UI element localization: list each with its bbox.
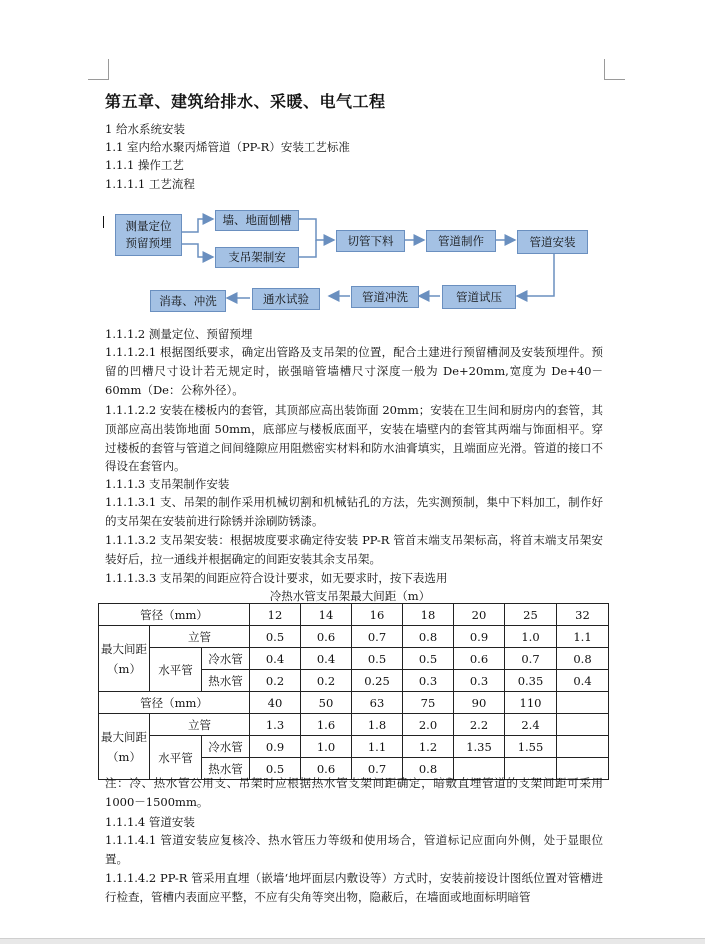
table-cell: 0.3 <box>454 670 505 692</box>
table-cell: 2.4 <box>505 714 557 736</box>
paragraph-1-1-1-3-3: 1.1.1.3.3 支吊架的间距应符合设计要求，如无要求时，按下表选用 <box>105 571 448 585</box>
table-cell: 0.4 <box>250 648 301 670</box>
table-cell: 0.4 <box>301 648 352 670</box>
table-note: 注：冷、热水管公用支、吊架时应根据热水管支架间距确定，暗敷直埋管道的支架间距可采用 1000－1500mm。 <box>105 776 603 809</box>
horizontal-pipe-label: 水平管 <box>150 648 202 692</box>
hot-pipe-label: 热水管 <box>202 758 250 780</box>
heading-1-1-1: 1.1.1 操作工艺 <box>105 158 184 172</box>
flow-step-water-test: 通水试验 <box>252 288 320 310</box>
table-cell: 0.2 <box>250 670 301 692</box>
table-row <box>99 626 609 648</box>
paragraph-1-1-1-4-2: 1.1.1.4.2 PP-R 管采用直埋（嵌墙‘地坪面层内敷设等）方式时，安装前接设计图纸位置对管槽进行检查，管槽内表面应平整，不应有尖角等突出物，隐蔽后，在墙面或地面标明暗管 <box>105 871 603 904</box>
vertical-pipe-label: 立管 <box>150 626 250 648</box>
paragraph-1-1-1-2-1: 1.1.1.2.1 根据图纸要求，确定出管路及支吊架的位置，配合土建进行预留槽洞及安装预埋件。预留的凹槽尺寸设计若无规定时，嵌强暗管墙槽尺寸深度一般为 De+20mm,宽度为 De+40－60mm（De：公称外径）。 <box>105 345 603 397</box>
table-cell: 0.25 <box>352 670 403 692</box>
table-cell: 16 <box>352 604 403 626</box>
table-cell: 32 <box>557 604 609 626</box>
table-cell: 1.0 <box>505 626 557 648</box>
table-cell: 0.35 <box>505 670 557 692</box>
page-corner-mark-top-right <box>604 59 625 80</box>
table-cell: 0.7 <box>505 648 557 670</box>
table-cell: 25 <box>505 604 557 626</box>
vertical-pipe-label: 立管 <box>150 714 250 736</box>
table-cell: 0.5 <box>352 648 403 670</box>
dia-header: 管径（mm） <box>99 692 250 714</box>
table-row <box>99 604 609 626</box>
flow-step-disinfect: 消毒、冲洗 <box>150 290 226 312</box>
table-cell: 1.1 <box>352 736 403 758</box>
table-caption: 冷热水管支吊架最大间距（m） <box>269 589 431 603</box>
page-corner-mark-top-left <box>88 59 109 80</box>
table-cell: 0.9 <box>454 626 505 648</box>
table-cell: 2.2 <box>454 714 505 736</box>
table-cell: 0.3 <box>403 670 454 692</box>
table-cell: 40 <box>250 692 301 714</box>
table-cell <box>557 736 609 758</box>
table-cell: 75 <box>403 692 454 714</box>
table-cell: 1.8 <box>352 714 403 736</box>
table-cell: 90 <box>454 692 505 714</box>
table-cell <box>557 714 609 736</box>
section-1-1-1-4: 1.1.1.4 管道安装 <box>105 815 195 829</box>
heading-1-1-1-1: 1.1.1.1 工艺流程 <box>105 177 195 191</box>
table-row <box>99 714 609 736</box>
paragraph-1-1-1-4-1: 1.1.1.4.1 管道安装应复核冷、热水管压力等级和使用场合，管道标记应面向外侧，处于显眼位置。 <box>105 833 603 866</box>
table-cell: 1.2 <box>403 736 454 758</box>
table-cell: 1.6 <box>301 714 352 736</box>
table-cell: 0.6 <box>301 758 352 780</box>
horizontal-pipe-label: 水平管 <box>150 736 202 780</box>
table-cell: 0.5 <box>250 758 301 780</box>
bracket-spacing-table <box>98 603 609 780</box>
flow-step-pressure-test: 管道试压 <box>442 285 516 309</box>
table-row <box>99 648 609 670</box>
cold-pipe-label: 冷水管 <box>202 648 250 670</box>
flow-step-cut: 切管下料 <box>336 230 405 252</box>
table-cell: 2.0 <box>403 714 454 736</box>
table-cell: 0.8 <box>557 648 609 670</box>
table-cell: 0.8 <box>403 626 454 648</box>
table-cell: 0.9 <box>250 736 301 758</box>
flow-step-install: 管道安装 <box>517 230 588 254</box>
table-cell: 18 <box>403 604 454 626</box>
chapter-title: 第五章、建筑给排水、采暖、电气工程 <box>105 92 386 111</box>
max-spacing-header: 最大间距（m） <box>99 714 150 780</box>
hot-pipe-label: 热水管 <box>202 670 250 692</box>
table-cell: 1.3 <box>250 714 301 736</box>
table-cell: 1.35 <box>454 736 505 758</box>
table-cell: 0.5 <box>250 626 301 648</box>
table-row <box>99 736 609 758</box>
paragraph-1-1-1-3-1: 1.1.1.3.1 支、吊架的制作采用机械切割和机械钻孔的方法，先实测预制，集中下料加工，制作好的支吊架在安装前进行除锈并涂刷防锈漆。 <box>105 495 603 528</box>
paragraph-1-1-1-2-2: 1.1.1.2.2 安装在楼板内的套管，其顶部应高出装饰面 20mm；安装在卫生间和厨房内的套管，其顶部应高出装饰地面 50mm，底部应与楼板底面平，安装在墙壁内的套管其两端与饰面相平。穿过楼板的套管与管道之间间缝隙应用阻燃密实材料和防水油膏填实，且端面应光滑。管道的接口不得设在套管内。 <box>105 403 603 474</box>
paragraph-1-1-1-3-2: 1.1.1.3.2 支吊架安装：根据坡度要求确定待安装 PP-R 管首末端支吊架标高，将首末端支吊架安装好后，拉一通线并根据确定的间距安装其余支吊架。 <box>105 533 603 566</box>
table-cell: 1.1 <box>557 626 609 648</box>
flow-step-fabricate: 管道制作 <box>426 230 496 252</box>
table-cell: 0.6 <box>301 626 352 648</box>
table-cell: 1.55 <box>505 736 557 758</box>
dia-header: 管径（mm） <box>99 604 250 626</box>
table-cell: 0.5 <box>403 648 454 670</box>
table-cell: 20 <box>454 604 505 626</box>
flow-step-bracket: 支吊架制安 <box>215 247 299 268</box>
section-1-1-1-2: 1.1.1.2 测量定位、预留预埋 <box>105 327 253 341</box>
flow-step-flush: 管道冲洗 <box>351 286 419 308</box>
heading-1-1: 1.1 室内给水聚丙烯管道（PP-R）安装工艺标准 <box>105 140 350 154</box>
table-cell: 0.7 <box>352 758 403 780</box>
flow-step-wall-groove: 墙、地面刨槽 <box>215 210 299 231</box>
table-cell: 50 <box>301 692 352 714</box>
table-cell: 1.0 <box>301 736 352 758</box>
table-row <box>99 692 609 714</box>
table-cell <box>557 692 609 714</box>
table-cell: 12 <box>250 604 301 626</box>
table-cell: 0.4 <box>557 670 609 692</box>
table-cell: 110 <box>505 692 557 714</box>
table-cell: 0.2 <box>301 670 352 692</box>
table-cell: 0.8 <box>403 758 454 780</box>
text-cursor <box>103 216 104 228</box>
heading-1: 1 给水系统安装 <box>105 122 185 136</box>
table-cell: 63 <box>352 692 403 714</box>
flow-step-measure: 测量定位 预留预埋 <box>115 214 182 256</box>
page-bottom-edge <box>0 938 705 944</box>
table-cell: 0.6 <box>454 648 505 670</box>
section-1-1-1-3: 1.1.1.3 支吊架制作安装 <box>105 477 230 491</box>
max-spacing-header: 最大间距（m） <box>99 626 150 692</box>
table-cell: 14 <box>301 604 352 626</box>
table-cell: 0.7 <box>352 626 403 648</box>
cold-pipe-label: 冷水管 <box>202 736 250 758</box>
